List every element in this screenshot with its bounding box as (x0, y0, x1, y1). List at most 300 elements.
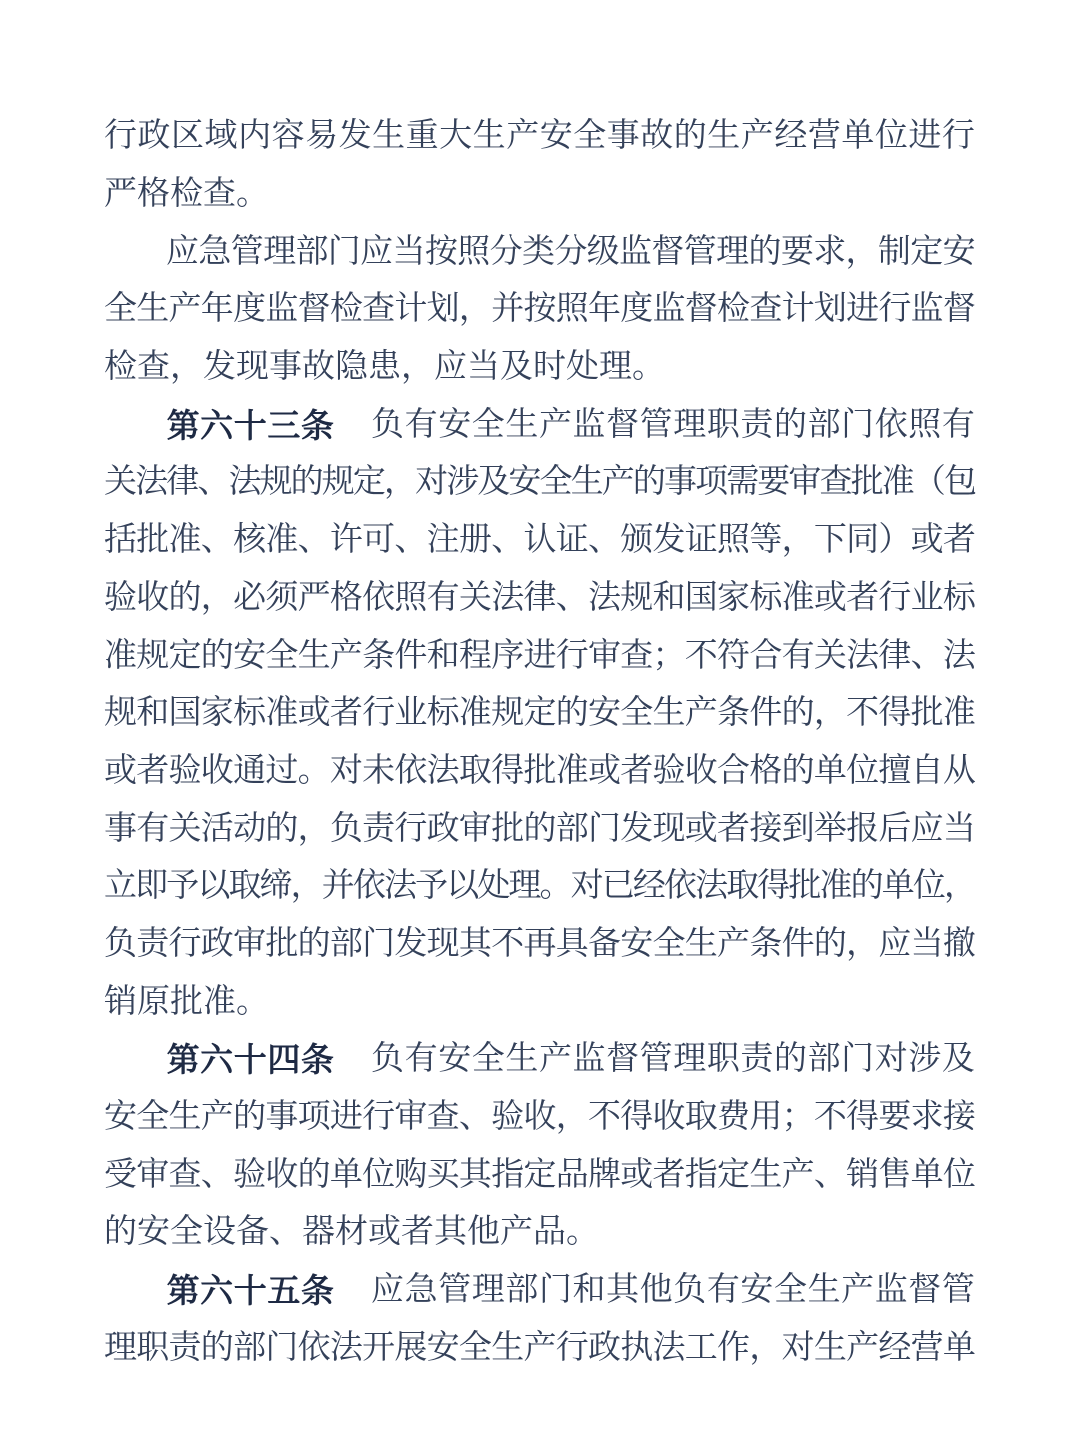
text-char: 行 (362, 1099, 396, 1136)
text-char: 批 (788, 868, 822, 905)
text-char: 可 (362, 522, 396, 559)
text-char: 准 (203, 983, 236, 1020)
text-char: 产 (538, 406, 572, 443)
text-char: 监 (572, 1041, 606, 1078)
text-char: 责 (740, 1041, 774, 1078)
text-char: 的 (200, 637, 234, 674)
text-char: 、 (197, 464, 231, 501)
text-char: 产 (601, 464, 635, 501)
text-char: 规 (136, 637, 170, 674)
text-char: 安 (942, 233, 976, 270)
text-char: 督 (908, 1272, 942, 1309)
text-char: ， (555, 1099, 589, 1136)
text-char: 安 (426, 1329, 460, 1366)
text-char: 对 (874, 1041, 908, 1078)
text-char: 门 (327, 233, 361, 270)
text-char: 门 (265, 1329, 299, 1366)
text-char: 全 (539, 464, 573, 501)
text-char: 的 (200, 1329, 234, 1366)
text-char: 批 (170, 983, 203, 1020)
text-char: 按 (523, 291, 557, 328)
text-char: ， (383, 464, 417, 501)
text-char: 照 (394, 579, 428, 616)
text-char: 动 (233, 810, 267, 847)
text-char: 批 (910, 695, 944, 732)
text-char: 他 (639, 1272, 673, 1309)
text-char: 开 (362, 1329, 396, 1366)
text-char: 收 (200, 752, 234, 789)
text-char: 报 (846, 810, 880, 847)
text-char: 核 (233, 522, 267, 559)
text-char: 进 (908, 118, 942, 155)
text-char: 和 (572, 1272, 606, 1309)
text-char: 求 (910, 1099, 944, 1136)
text-char: 予 (415, 868, 449, 905)
text-char: ， (290, 868, 324, 905)
text-line-10 (104, 627, 975, 685)
text-char: 行 (555, 637, 589, 674)
text-char: 政 (587, 1329, 621, 1366)
text-char: ， (749, 1329, 783, 1366)
text-char: 处 (477, 868, 511, 905)
text-char: ， (200, 579, 234, 616)
text-char: 法 (942, 637, 976, 674)
text-char: 应 (371, 1272, 405, 1309)
text-char: 行 (878, 291, 912, 328)
text-char: 审 (587, 637, 621, 674)
text-line-17 (104, 1031, 975, 1089)
text-char: 的 (813, 925, 847, 962)
text-char: 查 (362, 291, 396, 328)
article-number-char: 五 (267, 1272, 301, 1310)
text-line-7 (104, 454, 975, 512)
text-char: 关 (813, 637, 847, 674)
text-char: 分 (554, 233, 588, 270)
text-char: 国 (684, 579, 718, 616)
text-char: 、 (587, 522, 621, 559)
text-char: 位 (912, 868, 946, 905)
article-number-char: 四 (267, 1041, 301, 1079)
text-char: 现 (652, 810, 686, 847)
text-char: 生 (505, 406, 539, 443)
text-char: 查 (203, 176, 236, 213)
text-char: 格 (329, 579, 363, 616)
text-char: 当 (467, 349, 500, 386)
text-char: 业 (394, 695, 428, 732)
text-char: 查 (749, 291, 783, 328)
text-char: 全 (265, 637, 299, 674)
text-char: 内 (238, 118, 272, 155)
text-char: 法 (135, 464, 169, 501)
text-line-2 (104, 166, 975, 224)
text-char: 要 (878, 1099, 912, 1136)
text-char: 监 (572, 406, 606, 443)
text-char: 并 (491, 291, 525, 328)
text-char: 其 (458, 925, 492, 962)
text-char: 当 (392, 233, 426, 270)
text-char: 部 (555, 810, 589, 847)
text-char: 急 (404, 1272, 438, 1309)
text-char: 审 (233, 925, 267, 962)
text-char: 必 (233, 579, 267, 616)
text-char: 督 (606, 1041, 640, 1078)
text-char: 现 (426, 925, 460, 962)
text-char: 家 (200, 695, 234, 732)
text-char: 序 (491, 637, 525, 674)
text-char: 应 (434, 349, 467, 386)
text-char: 及 (477, 464, 511, 501)
text-char: 严 (297, 579, 331, 616)
text-char: 其 (606, 1272, 640, 1309)
text-char: 单 (910, 1156, 944, 1193)
article-number-char: 十 (233, 406, 267, 444)
text-char: 度 (233, 291, 267, 328)
text-char: 单 (881, 868, 915, 905)
article-number-char: 条 (300, 406, 334, 444)
text-char: 者 (329, 695, 363, 732)
text-char: 生 (570, 464, 604, 501)
text-char: 事 (265, 1099, 299, 1136)
text-char: 安 (539, 118, 573, 155)
article-number-char: 第 (166, 1272, 200, 1310)
text-char: ， (813, 695, 847, 732)
text-char: 、 (394, 522, 428, 559)
text-line-18 (104, 1089, 975, 1147)
text-char: 得 (757, 868, 791, 905)
text-char: 其 (434, 1214, 467, 1251)
text-char: 督 (606, 406, 640, 443)
text-char: 产 (740, 118, 774, 155)
text-char: 职 (136, 1329, 170, 1366)
text-char: 的 (850, 868, 884, 905)
text-char: 职 (706, 406, 740, 443)
text-char: 者 (136, 752, 170, 789)
text-char: 部 (329, 925, 363, 962)
text-char: 和 (136, 695, 170, 732)
text-char: 查 (819, 464, 853, 501)
text-char: 行 (555, 1329, 589, 1366)
text-char: 验 (233, 1156, 267, 1193)
text-char: 处 (566, 349, 599, 386)
article-number-char: 三 (267, 406, 301, 444)
text-char: 全 (773, 1272, 807, 1309)
text-char: 行 (104, 118, 137, 155)
text-char: 或 (684, 810, 718, 847)
text-line-14 (104, 858, 975, 916)
text-char: 部 (807, 1041, 841, 1078)
text-char: 定 (910, 233, 944, 270)
text-char: 生 (168, 1099, 202, 1136)
text-char: 产 (523, 1329, 557, 1366)
text-line-1 (104, 108, 975, 166)
text-char: 发 (394, 925, 428, 962)
text-char: 生 (652, 695, 686, 732)
text-char: 认 (523, 522, 557, 559)
text-char: ； (781, 1099, 815, 1136)
text-char: 涉 (908, 1041, 942, 1078)
text-char: 查 (137, 349, 170, 386)
text-char: 合 (717, 752, 751, 789)
text-char: 业 (910, 579, 944, 616)
text-line-5 (104, 339, 975, 397)
text-char: 再 (523, 925, 557, 962)
text-char: 督 (297, 291, 331, 328)
text-char: 证 (555, 522, 589, 559)
text-char: 材 (335, 1214, 368, 1251)
text-char: 验 (652, 752, 686, 789)
text-char: 照 (717, 522, 751, 559)
text-char: 故 (640, 118, 674, 155)
text-char: 位 (362, 1156, 396, 1193)
text-char: 须 (265, 579, 299, 616)
text-char: 符 (717, 637, 751, 674)
text-char: 生 (491, 1329, 525, 1366)
text-char: 的 (104, 1214, 137, 1251)
text-char: 不 (684, 637, 718, 674)
text-char: 律 (166, 464, 200, 501)
text-char: 需 (726, 464, 760, 501)
text-char: 生 (684, 925, 718, 962)
text-char: 急 (198, 233, 232, 270)
text-char: 的 (297, 925, 331, 962)
text-line-4 (104, 281, 975, 339)
text-char: 举 (813, 810, 847, 847)
text-char: 品 (533, 1214, 566, 1251)
text-char: 营 (910, 1329, 944, 1366)
text-char: 审 (788, 464, 822, 501)
text-char: 位 (846, 752, 880, 789)
text-char: 即 (135, 868, 169, 905)
text-char: 法 (426, 752, 460, 789)
text-char: 生 (505, 1041, 539, 1078)
text-char: 理 (263, 233, 297, 270)
text-char: 有 (706, 1272, 740, 1309)
text-char: 要 (780, 233, 814, 270)
text-char: 得 (878, 695, 912, 732)
text-char: 部 (295, 233, 329, 270)
text-char: 安 (137, 1214, 170, 1251)
text-char: 件 (781, 925, 815, 962)
text-char: 者 (652, 1156, 686, 1193)
text-char: 指 (684, 1156, 718, 1193)
text-char: 项 (695, 464, 729, 501)
text-char: 、 (200, 1156, 234, 1193)
text-char: 予 (166, 868, 200, 905)
text-char: ； (652, 637, 686, 674)
text-char: 的 (168, 579, 202, 616)
text-char: 。 (566, 1214, 599, 1251)
text-char: 制 (877, 233, 911, 270)
text-char: 不 (813, 1099, 847, 1136)
text-char: 规 (321, 464, 355, 501)
text-char: 理 (599, 349, 632, 386)
text-char: 、 (491, 522, 525, 559)
text-char: 标 (749, 579, 783, 616)
text-char: 定 (717, 1156, 751, 1193)
text-char: 法 (652, 1329, 686, 1366)
text-char: 部 (233, 1329, 267, 1366)
text-char: 有 (136, 810, 170, 847)
article-number-char: 条 (300, 1041, 334, 1079)
text-char: 产 (506, 118, 540, 155)
text-char: 其 (458, 1156, 492, 1193)
text-char: 条 (362, 637, 396, 674)
text-char: 产 (200, 1099, 234, 1136)
text-char: 负 (371, 1041, 405, 1078)
text-char: 对 (329, 752, 363, 789)
text-char: 的 (781, 752, 815, 789)
text-char: 标 (942, 579, 976, 616)
text-char: 准 (555, 752, 589, 789)
text-char: ， (845, 233, 879, 270)
text-char: 全 (620, 695, 654, 732)
text-char: 度 (620, 291, 654, 328)
text-char: 到 (781, 810, 815, 847)
article-number-char: 十 (233, 1272, 267, 1310)
text-char: 取 (228, 868, 262, 905)
text-char: 查 (620, 637, 654, 674)
text-char: 格 (137, 176, 170, 213)
text-char: ， (401, 349, 434, 386)
text-char: ） (878, 522, 912, 559)
text-char: 产 (684, 695, 718, 732)
text-char: 指 (491, 1156, 525, 1193)
text-char: 不 (587, 1099, 621, 1136)
text-char: 许 (329, 522, 363, 559)
text-char: 发 (620, 810, 654, 847)
article-number-char: 第 (166, 406, 200, 444)
text-char: 、 (200, 522, 234, 559)
text-char: 件 (749, 695, 783, 732)
text-char: 负 (104, 925, 137, 962)
text-char: 检 (329, 291, 363, 328)
text-char: 责 (740, 406, 774, 443)
text-char: 颁 (620, 522, 654, 559)
article-number-char: 第 (166, 1041, 200, 1079)
text-char: 生 (372, 118, 406, 155)
text-char: 当 (942, 810, 976, 847)
article-number-char: 六 (200, 1272, 234, 1310)
text-char: 经 (774, 118, 808, 155)
text-char: 照 (908, 406, 942, 443)
text-char: 的 (290, 464, 324, 501)
text-char: 或 (587, 752, 621, 789)
text-char: 隐 (335, 349, 368, 386)
text-char: 。 (632, 349, 665, 386)
text-char: 产 (846, 1329, 880, 1366)
text-line-19 (104, 1146, 975, 1204)
text-char: 产 (841, 1272, 875, 1309)
text-char: 活 (200, 810, 234, 847)
article-number-char: 六 (200, 406, 234, 444)
text-char: 未 (362, 752, 396, 789)
text-char: 检 (104, 349, 137, 386)
text-char: 准 (265, 522, 299, 559)
text-char: 应 (360, 233, 394, 270)
text-char: 生 (136, 291, 170, 328)
text-char: 政 (426, 810, 460, 847)
text-char: 审 (136, 1156, 170, 1193)
text-char: 收 (136, 579, 170, 616)
document-text (104, 108, 975, 1377)
text-char: 生 (297, 637, 331, 674)
text-char: 安 (233, 637, 267, 674)
text-char: 生 (472, 118, 506, 155)
text-char: 标 (426, 695, 460, 732)
text-char: 准 (104, 637, 137, 674)
text-char: 条 (749, 925, 783, 962)
text-char: 部 (505, 1272, 539, 1309)
text-char: 发 (652, 522, 686, 559)
text-char: 全 (573, 118, 607, 155)
text-char: 事 (104, 810, 137, 847)
text-char: 门 (362, 925, 396, 962)
text-char: 年 (587, 291, 621, 328)
text-char: 下 (813, 522, 847, 559)
text-char: 依 (352, 868, 386, 905)
text-char: 擅 (878, 752, 912, 789)
text-char: 关 (458, 579, 492, 616)
text-char: 责 (168, 1329, 202, 1366)
text-char: 门 (587, 810, 621, 847)
text-char: 位 (874, 118, 908, 155)
text-char: 国 (168, 695, 202, 732)
text-char: 依 (874, 406, 908, 443)
text-char: 定 (168, 637, 202, 674)
text-char: 有 (426, 579, 460, 616)
text-char: 依 (297, 1329, 331, 1366)
text-char: 划 (813, 291, 847, 328)
text-line-15 (104, 916, 975, 974)
text-char: 的 (773, 1041, 807, 1078)
text-char: 后 (878, 810, 912, 847)
text-char: 应 (166, 233, 199, 270)
text-char: 对 (570, 868, 604, 905)
text-char: 不 (491, 925, 525, 962)
text-char: 撤 (942, 925, 976, 962)
text-char: 以 (446, 868, 480, 905)
text-char: 审 (394, 1099, 428, 1136)
text-char: 督 (684, 291, 718, 328)
text-char: 注 (426, 522, 460, 559)
text-char: 购 (394, 1156, 428, 1193)
text-char: ， (458, 291, 492, 328)
text-char: 器 (302, 1214, 335, 1251)
text-char: 得 (620, 1099, 654, 1136)
text-char: ， (943, 868, 977, 905)
text-char: 以 (197, 868, 231, 905)
text-char: 事 (606, 118, 640, 155)
text-char: 。 (539, 868, 573, 905)
text-char: 单 (329, 1156, 363, 1193)
text-char: 。 (297, 752, 331, 789)
text-char: 安 (438, 406, 472, 443)
text-line-9 (104, 570, 975, 628)
text-char: 、 (458, 1099, 492, 1136)
text-char: 经 (632, 868, 666, 905)
text-char: 单 (942, 1329, 976, 1366)
text-char: 法 (228, 464, 262, 501)
text-char: 缔 (259, 868, 293, 905)
text-char: 进 (846, 291, 880, 328)
text-char: 格 (749, 752, 783, 789)
text-char: 检 (717, 291, 751, 328)
text-char: 条 (717, 695, 751, 732)
text-char: 批 (491, 810, 525, 847)
text-char: 时 (533, 349, 566, 386)
text-char: 责 (362, 810, 396, 847)
text-char: 安 (620, 925, 654, 962)
